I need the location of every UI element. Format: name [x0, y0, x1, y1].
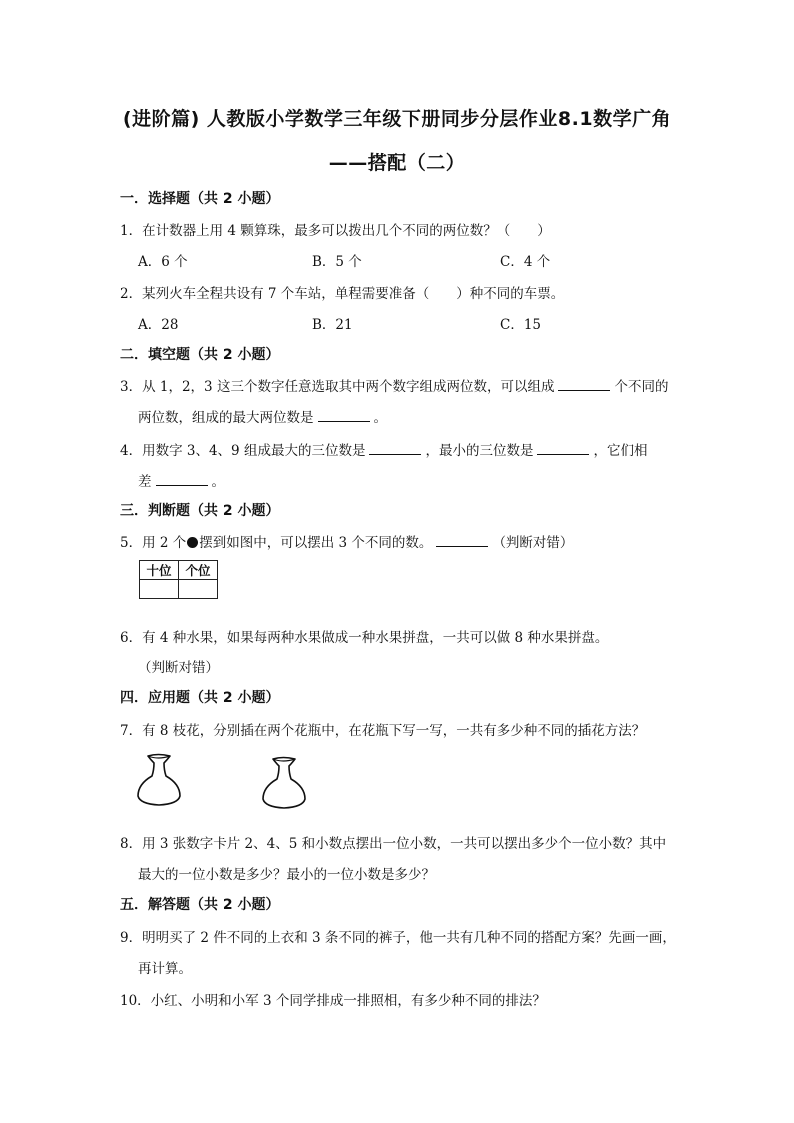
- answer-blank[interactable]: [156, 473, 208, 486]
- answer-blank[interactable]: [558, 378, 610, 391]
- question-8-text: 8．用 3 张数字卡片 2、4、5 和小数点摆出一位小数，一共可以摆出多少个一位小数？其中: [120, 836, 667, 852]
- section-heading-application: 四．应用题（共 2 小题）: [120, 690, 280, 706]
- question-7-text: 7．有 8 枝花，分别插在两个花瓶中，在花瓶下写一写，一共有多少种不同的插花方法？: [120, 723, 646, 739]
- question-4-text-c: ，它们相: [593, 443, 648, 459]
- question-2-option-b: B．21: [312, 317, 353, 333]
- page-title-line1: (进阶篇) 人教版小学数学三年级下册同步分层作业8.1数学广角: [122, 108, 672, 130]
- question-5-text-b: 摆到如图中，可以摆出 3 个不同的数。: [199, 535, 433, 551]
- question-2-text: 2．某列火车全程共设有 7 个车站，单程需要准备（ ）种不同的车票。: [120, 286, 565, 302]
- question-1-option-b: B．5 个: [312, 254, 362, 270]
- question-3-text-d: 。: [373, 410, 387, 426]
- question-6-text: 6．有 4 种水果，如果每两种水果做成一种水果拼盘，一共可以做 8 种水果拼盘。: [120, 630, 609, 646]
- question-9-text: 9．明明买了 2 件不同的上衣和 3 条不同的裤子，他一共有几种不同的搭配方案？先画一画，: [120, 930, 676, 946]
- vase-icon: [259, 755, 309, 811]
- question-4-text-b: ，最小的三位数是: [425, 443, 534, 459]
- section-heading-solve: 五．解答题（共 2 小题）: [120, 897, 280, 913]
- table-cell-tens[interactable]: [140, 580, 179, 599]
- question-10-text: 10．小红、小明和小军 3 个同学排成一排照相，有多少种不同的排法？: [120, 993, 546, 1009]
- section-heading-judge: 三．判断题（共 2 小题）: [120, 503, 280, 519]
- question-9-text-cont: 再计算。: [138, 961, 192, 977]
- question-4-line2: [138, 470, 225, 490]
- question-1-option-c: C．4 个: [500, 254, 551, 270]
- answer-blank[interactable]: [537, 442, 589, 455]
- question-4-text-a: 4．用数字 3、4、9 组成最大的三位数是: [120, 443, 366, 459]
- table-cell-ones[interactable]: [179, 580, 218, 599]
- question-3-text-a: 3．从 1，2，3 这三个数字任意选取其中两个数字组成两位数，可以组成: [120, 379, 555, 395]
- place-value-table: [139, 560, 218, 599]
- table-header-tens: 十位: [140, 561, 179, 580]
- question-6-text-judge: （判断对错）: [138, 660, 219, 676]
- question-4-line1: [120, 439, 647, 459]
- question-4-text-d: 差: [138, 474, 152, 490]
- question-2-option-c: C．15: [500, 317, 542, 333]
- question-3-text-b: 个不同的: [614, 379, 669, 395]
- question-3-text-c: 两位数，组成的最大两位数是: [138, 410, 314, 426]
- vase-icon: [134, 752, 184, 808]
- question-8-text-cont: 最大的一位小数是多少？最小的一位小数是多少？: [138, 867, 435, 883]
- section-heading-choice: 一．选择题（共 2 小题）: [120, 191, 280, 207]
- question-1-option-a: A．6 个: [138, 254, 188, 270]
- question-2-option-a: A．28: [138, 317, 179, 333]
- section-heading-fill: 二．填空题（共 2 小题）: [120, 347, 280, 363]
- bead-dot-icon: [187, 537, 198, 548]
- answer-blank[interactable]: [436, 534, 488, 547]
- page-title-line2: ——搭配（二）: [328, 152, 466, 174]
- table-header-ones: 个位: [179, 561, 218, 580]
- answer-blank[interactable]: [369, 442, 421, 455]
- question-4-text-e: 。: [211, 474, 225, 490]
- answer-blank[interactable]: [318, 409, 370, 422]
- question-3-line1: [120, 375, 668, 395]
- question-5-text-a: 5．用 2 个: [120, 535, 187, 551]
- question-1-text: 1．在计数器上用 4 颗算珠，最多可以拨出几个不同的两位数？（ ）: [120, 223, 551, 239]
- question-5-text-c: （判断对错）: [492, 535, 574, 551]
- question-3-line2: [138, 406, 387, 426]
- question-5-text: [120, 531, 573, 551]
